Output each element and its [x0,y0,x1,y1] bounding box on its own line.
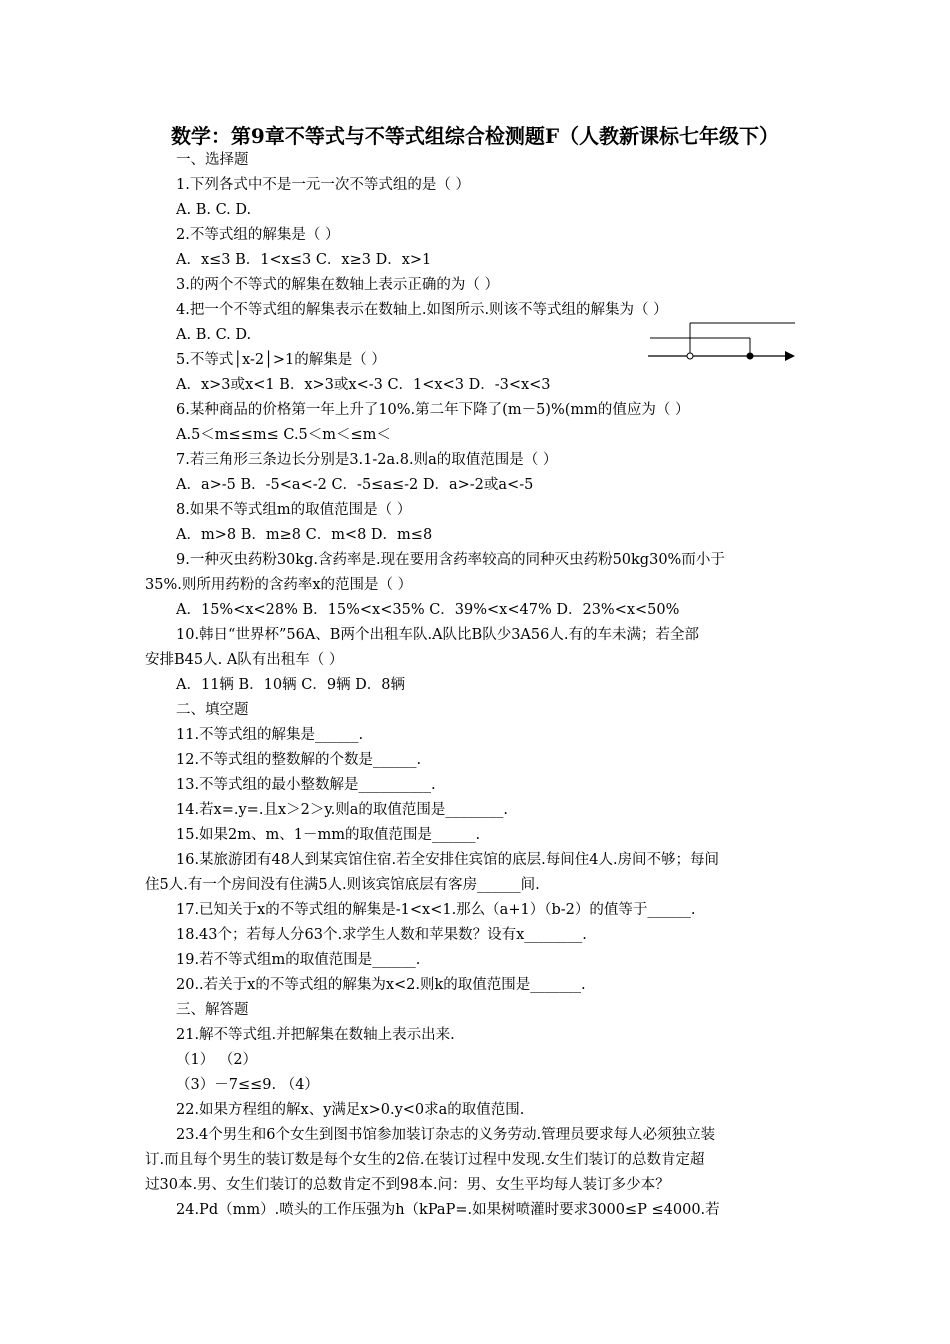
question-4-options: A. B. C. D. [176,327,252,343]
question-5: 5.不等式│x-2│>1的解集是（ ） [176,352,386,368]
question-23: 23.4个男生和6个女生到图书馆参加装订杂志的义务劳动.管理员要求每人必须独立装 [176,1127,716,1143]
question-8-options: A．m>8 B．m≥8 C．m<8 D．m≤8 [176,527,433,543]
question-17: 17.已知关于x的不等式组的解集是-1<x<1.那么（a+1）（b-2）的值等于______. [176,902,696,918]
question-6: 6.某种商品的价格第一年上升了10%.第二年下降了(m－5)%(mm的值应为（ ） [176,402,690,418]
question-10: 10.韩日“世界杯”56A、B两个出租车队.A队比B队少3A56人.有的车未满；若全部 [176,627,699,643]
question-24: 24.Pd（mm）.喷头的工作压强为h（kPaP=.如果树喷灌时要求3000≤P ≤4000.若 [176,1202,720,1218]
question-23-cont-1: 订.而且每个男生的装订数是每个女生的2倍.在装订过程中发现.女生们装订的总数肯定超 [145,1152,705,1168]
section-heading-answer: 三、解答题 [176,1002,249,1018]
question-3: 3.的两个不等式的解集在数轴上表示正确的为（ ） [176,277,499,293]
question-10-options: A．11辆 B．10辆 C．9辆 D．8辆 [176,677,406,693]
section-heading-fill: 二、填空题 [176,702,249,718]
question-2-options: A．x≤3 B．1<x≤3 C．x≥3 D．x>1 [176,252,432,268]
question-21: 21.解不等式组.并把解集在数轴上表示出来. [176,1027,455,1043]
question-9: 9.一种灭虫药粉30kg.含药率是.现在要用含药率较高的同种灭虫药粉50kg30%而小于 [176,552,725,568]
open-point-icon [687,353,693,359]
question-23-cont-2: 过30本.男、女生们装订的总数肯定不到98本.问：男、女生平均每人装订多少本？ [145,1177,670,1193]
question-1: 1.下列各式中不是一元一次不等式组的是（ ） [176,177,470,193]
axis-arrow-icon [785,351,795,361]
question-5-options: A．x>3或x<1 B．x>3或x<-3 C．1<x<3 D．-3<x<3 [176,377,551,393]
question-16-cont: 住5人.有一个房间没有住满5人.则该宾馆底层有客房______间. [145,877,540,893]
question-14: 14.若x=.y=.且x＞2＞y.则a的取值范围是________. [176,802,508,818]
page-title: 数学：第9章不等式与不等式组综合检测题F（人教新课标七年级下） [170,124,780,148]
question-19: 19.若不等式组m的取值范围是______. [176,952,421,968]
question-4: 4.把一个不等式组的解集表示在数轴上.如图所示.则该不等式组的解集为（ ） [176,302,668,318]
question-9-cont: 35%.则所用药粉的含药率x的范围是（ ） [145,577,413,593]
question-16: 16.某旅游团有48人到某宾馆住宿.若全安排住宾馆的底层.每间住4人.房间不够；每间 [176,852,720,868]
question-7: 7.若三角形三条边长分别是3.1-2a.8.则a的取值范围是（ ） [176,452,558,468]
question-7-options: A．a>-5 B．-5<a<-2 C．-5≤a≤-2 D．a>-2或a<-5 [176,477,534,493]
question-11: 11.不等式组的解集是______. [176,727,364,743]
question-8: 8.如果不等式组m的取值范围是（ ） [176,502,412,518]
question-18: 18.43个；若每人分63个.求学生人数和苹果数？设有x________. [176,927,587,943]
question-9-options: A．15%<x<28% B．15%<x<35% C．39%<x<47% D．23%<x<50% [176,602,680,618]
question-1-options: A. B. C. D. [176,202,252,218]
question-21-parts-b: （3）－7≤≤9. （4） [176,1077,319,1093]
closed-point-icon [747,353,753,359]
question-10-cont: 安排B45人. A队有出租车（ ） [145,652,344,668]
number-line-figure [645,318,800,368]
question-20: 20..若关于x的不等式组的解集为x<2.则k的取值范围是_______. [176,977,586,993]
question-21-parts-a: （1） （2） [176,1052,258,1068]
section-heading-choice: 一、选择题 [176,152,249,168]
question-15: 15.如果2m、m、1－mm的取值范围是______. [176,827,481,843]
question-2: 2.不等式组的解集是（ ） [176,227,340,243]
question-13: 13.不等式组的最小整数解是__________. [176,777,436,793]
question-6-options: A.5＜m≤≤m≤ C.5＜m＜≤m＜ [176,427,391,443]
question-22: 22.如果方程组的解x、y满足x>0.y<0求a的取值范围. [176,1102,525,1118]
question-12: 12.不等式组的整数解的个数是______. [176,752,422,768]
